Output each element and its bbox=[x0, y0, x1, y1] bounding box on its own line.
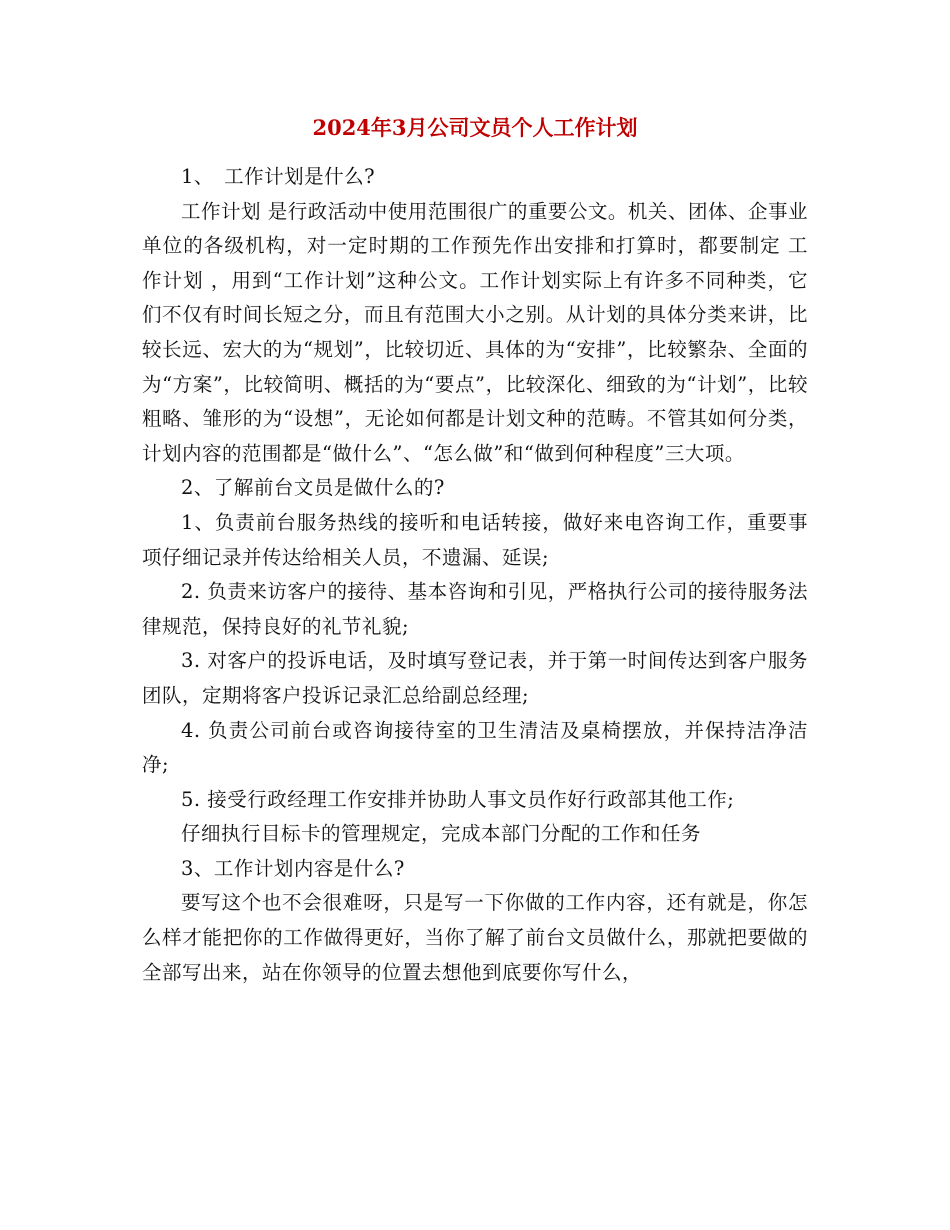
paragraph-heading-3: 3、工作计划内容是什么? bbox=[181, 856, 405, 880]
paragraph-duty-1: 1、负责前台服务热线的接听和电话转接，做好来电咨询工作，重要事项仔细记录并传达给相关人员，不遗漏、延误; bbox=[142, 510, 808, 569]
paragraph-content: 要写这个也不会很难呀，只是写一下你做的工作内容，还有就是，你怎么样才能把你的工作做得更好，当你了解了前台文员做什么，那就把要做的全部写出来，站在你领导的位置去想他到底要你写什么， bbox=[142, 891, 808, 984]
paragraph-definition: 工作计划 是行政活动中使用范围很广的重要公文。机关、团体、企事业单位的各级机构，对一定时期的工作预先作出安排和打算时，都要制定 工作计划 ，用到“工作计划”这种公文。工作计划实际上有许多不同种类，它们不仅有时间长短之分，而且有范围大小之别。从计划的具体分类来讲，比较长远、宏大的为“规划”，比较切近、具体的为“安排”，比较繁杂、全面的为“方案”，比较简明、概括的为“要点”，比较深化、细致的为“计划”，比较粗略、雏形的为“设想”，无论如何都是计划文种的范畴。不管其如何分类，计划内容的范围都是“做什么”、“怎么做”和“做到何种程度”三大项。 bbox=[142, 199, 808, 465]
document-title: 2024年3月公司文员个人工作计划 bbox=[312, 115, 638, 140]
paragraph-duty-6: 仔细执行目标卡的管理规定，完成本部门分配的工作和任务 bbox=[181, 822, 702, 846]
paragraph-heading-2: 2、了解前台文员是做什么的? bbox=[181, 476, 445, 500]
paragraph-heading-1: 1、 工作计划是什么? bbox=[181, 165, 376, 188]
paragraph-duty-5: 5. 接受行政经理工作安排并协助人事文员作好行政部其他工作; bbox=[181, 787, 735, 811]
paragraph-duty-4: 4. 负责公司前台或咨询接待室的卫生清洁及桌椅摆放，并保持洁净洁净; bbox=[142, 718, 808, 777]
paragraph-duty-3: 3. 对客户的投诉电话，及时填写登记表，并于第一时间传达到客户服务团队，定期将客户投诉记录汇总给副总经理; bbox=[142, 649, 808, 707]
paragraph-duty-2: 2. 负责来访客户的接待、基本咨询和引见，严格执行公司的接待服务法律规范，保持良好的礼节礼貌; bbox=[142, 580, 808, 638]
document-body bbox=[142, 160, 808, 990]
